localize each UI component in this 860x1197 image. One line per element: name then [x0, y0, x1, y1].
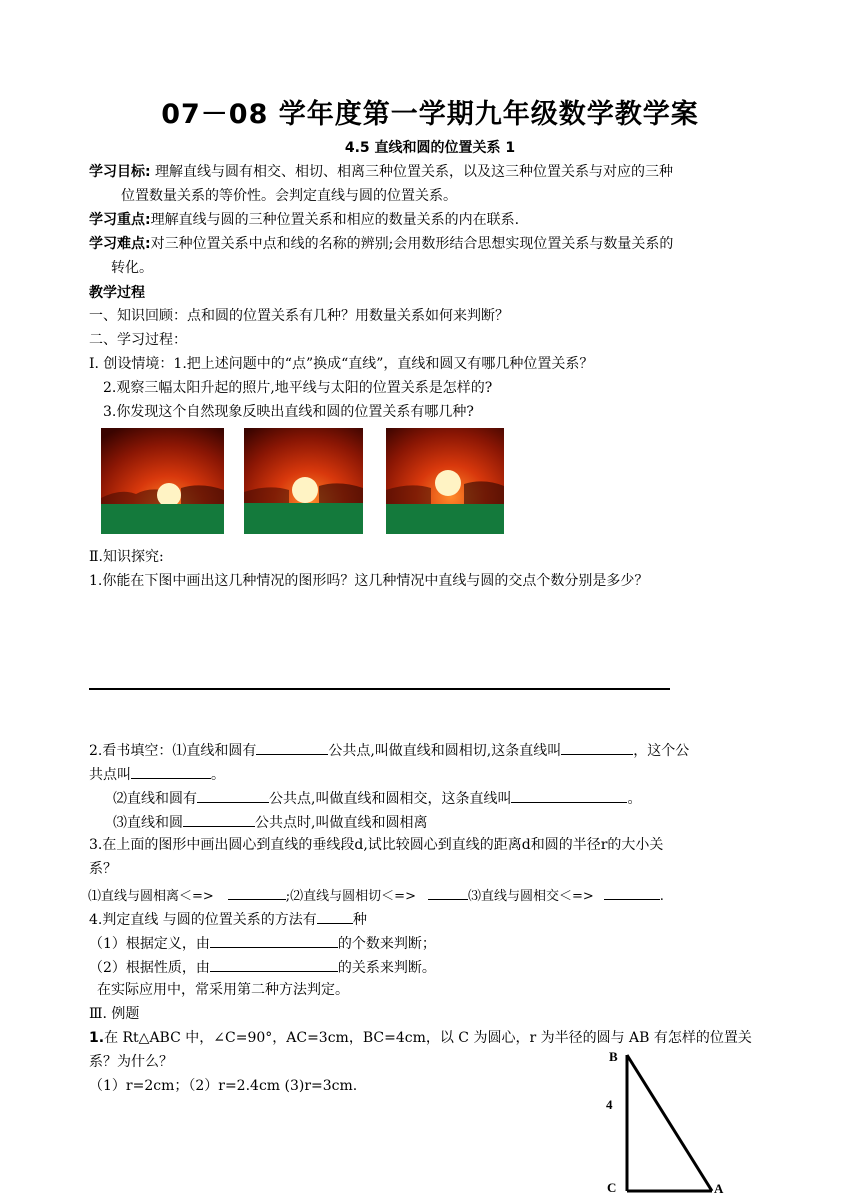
- example-heading: Ⅲ. 例题: [89, 1006, 140, 1022]
- fill-text: 。: [211, 767, 225, 783]
- answer-blank[interactable]: [210, 932, 338, 948]
- answer-blank[interactable]: [197, 787, 269, 803]
- situation-question-2: 2.观察三幅太阳升起的照片,地平线与太阳的位置关系是怎样的?: [103, 380, 493, 396]
- fill-text: （2）根据性质，由: [89, 960, 210, 976]
- key-text: 理解直线与圆的三种位置关系和相应的数量关系的内在联系.: [150, 212, 520, 228]
- difficulty-label: 学习难点:: [89, 236, 151, 252]
- fill-q2-line-1: [89, 739, 689, 761]
- situation-question-3: 3.你发现这个自然现象反映出直线和圆的位置关系有哪几种?: [103, 404, 474, 420]
- vertex-label-b: B: [609, 1049, 618, 1064]
- answer-blank[interactable]: [256, 739, 328, 755]
- difficulty-line-1: [89, 234, 673, 254]
- goal-label: 学习目标:: [89, 164, 151, 180]
- fill-text: .: [659, 889, 664, 904]
- fill-text: 的个数来判断；: [337, 936, 436, 952]
- fill-q4-note: 在实际应用中，常采用第二种方法判定。: [97, 982, 349, 998]
- vertex-label-c: C: [607, 1180, 617, 1193]
- fill-text: ⑶直线和圆: [113, 815, 183, 831]
- drawing-baseline: [89, 688, 670, 690]
- page-title: 07－08 学年度第一学期九年级数学教学案: [161, 99, 699, 130]
- right-triangle-figure: [600, 1045, 740, 1197]
- example-text-1: 在 Rt△ABC 中，∠C=90°，AC=3cm，BC=4cm，以 C 为圆心，r 为半径的圆与 AB 有怎样的位置关: [104, 1030, 752, 1046]
- fill-q2-line-2: [89, 763, 225, 785]
- fill-q2-line-4: [113, 811, 427, 833]
- fill-text: ⑴直线与圆相离＜=>: [88, 889, 214, 904]
- fill-q2-line-3: [113, 787, 641, 809]
- difficulty-text-2: 转化。: [111, 260, 153, 276]
- fill-text: 种: [352, 912, 367, 928]
- key-label: 学习重点:: [89, 212, 151, 228]
- example-number: 1.: [89, 1030, 105, 1046]
- example-line-2: 系？为什么？: [89, 1054, 173, 1070]
- fill-text: 公共点时,叫做直线和圆相离: [255, 815, 428, 831]
- fill-text: 共点叫: [89, 767, 131, 783]
- difficulty-text-1: 对三种位置关系中点和线的名称的辨别;会用数形结合思想实现位置关系与数量关系的: [150, 236, 674, 252]
- fill-text: 的关系来判断。: [337, 960, 436, 976]
- answer-blank[interactable]: [511, 787, 627, 803]
- fill-q4-line: [89, 908, 367, 930]
- answer-blank[interactable]: [428, 884, 468, 900]
- example-line-3: （1）r=2cm；（2）r=2.4cm (3)r=3cm.: [89, 1078, 358, 1094]
- fill-text: 公共点,叫做直线和圆相交，这条直线叫: [269, 791, 512, 807]
- fill-text: ;⑵直线与圆相切＜=>: [285, 889, 416, 904]
- fill-text: 2.看书填空：⑴直线和圆有: [89, 743, 257, 759]
- answer-blank[interactable]: [228, 884, 286, 900]
- fill-text: ，这个公: [633, 743, 690, 759]
- fill-text: ⑵直线和圆有: [113, 791, 197, 807]
- answer-blank[interactable]: [561, 739, 633, 755]
- fill-q4-method-1: [89, 932, 436, 954]
- objective-line-1: [89, 162, 673, 182]
- explore-heading: Ⅱ.知识探究:: [89, 549, 164, 565]
- sunrise-photo-3: [386, 428, 504, 534]
- explore-question-1: 1.你能在下图中画出这几种情况的图形吗？这几种情况中直线与圆的交点个数分别是多少？: [89, 573, 649, 589]
- answer-blank[interactable]: [210, 956, 338, 972]
- sunrise-photo-2: [244, 428, 363, 534]
- fill-text: （1）根据定义，由: [89, 936, 210, 952]
- fill-text: ⑶直线与圆相交＜=>: [467, 889, 594, 904]
- answer-blank[interactable]: [183, 811, 255, 827]
- goal-text-1: 理解直线与圆有相交、相切、相离三种位置关系，以及这三种位置关系与对应的三种: [150, 164, 674, 180]
- fill-q3-line-3: [88, 884, 664, 907]
- fill-text: 。: [627, 791, 642, 807]
- sunrise-photo-1: [101, 428, 224, 534]
- answer-blank[interactable]: [131, 763, 211, 779]
- lesson-subtitle: 4.5 直线和圆的位置关系 1: [344, 140, 516, 156]
- key-point-line: [89, 210, 519, 230]
- review-question: 一、知识回顾：点和圆的位置关系有几种？用数量关系如何来判断？: [89, 308, 509, 324]
- process-heading: 教学过程: [89, 285, 145, 301]
- situation-question-1: Ⅰ. 创设情境：1.把上述问题中的“点”换成“直线”，直线和圆又有哪几种位置关系？: [89, 356, 594, 372]
- fill-text: 4.判定直线 与圆的位置关系的方法有: [89, 912, 317, 928]
- side-label-4: 4: [606, 1097, 613, 1112]
- answer-blank[interactable]: [604, 884, 660, 900]
- fill-q4-method-2: [89, 956, 436, 978]
- learning-heading: 二、学习过程：: [89, 332, 187, 348]
- vertex-label-a: A: [714, 1181, 724, 1193]
- answer-blank[interactable]: [317, 908, 353, 924]
- goal-text-2: 位置数量关系的等价性。会判定直线与圆的位置关系。: [121, 188, 457, 204]
- fill-q3-line-1: 3.在上面的图形中画出圆心到直线的垂线段d,试比较圆心到直线的距离d和圆的半径r的大小关: [89, 837, 664, 853]
- fill-q3-line-2: 系？: [89, 861, 117, 877]
- fill-text: 公共点,叫做直线和圆相切,这条直线叫: [328, 743, 562, 759]
